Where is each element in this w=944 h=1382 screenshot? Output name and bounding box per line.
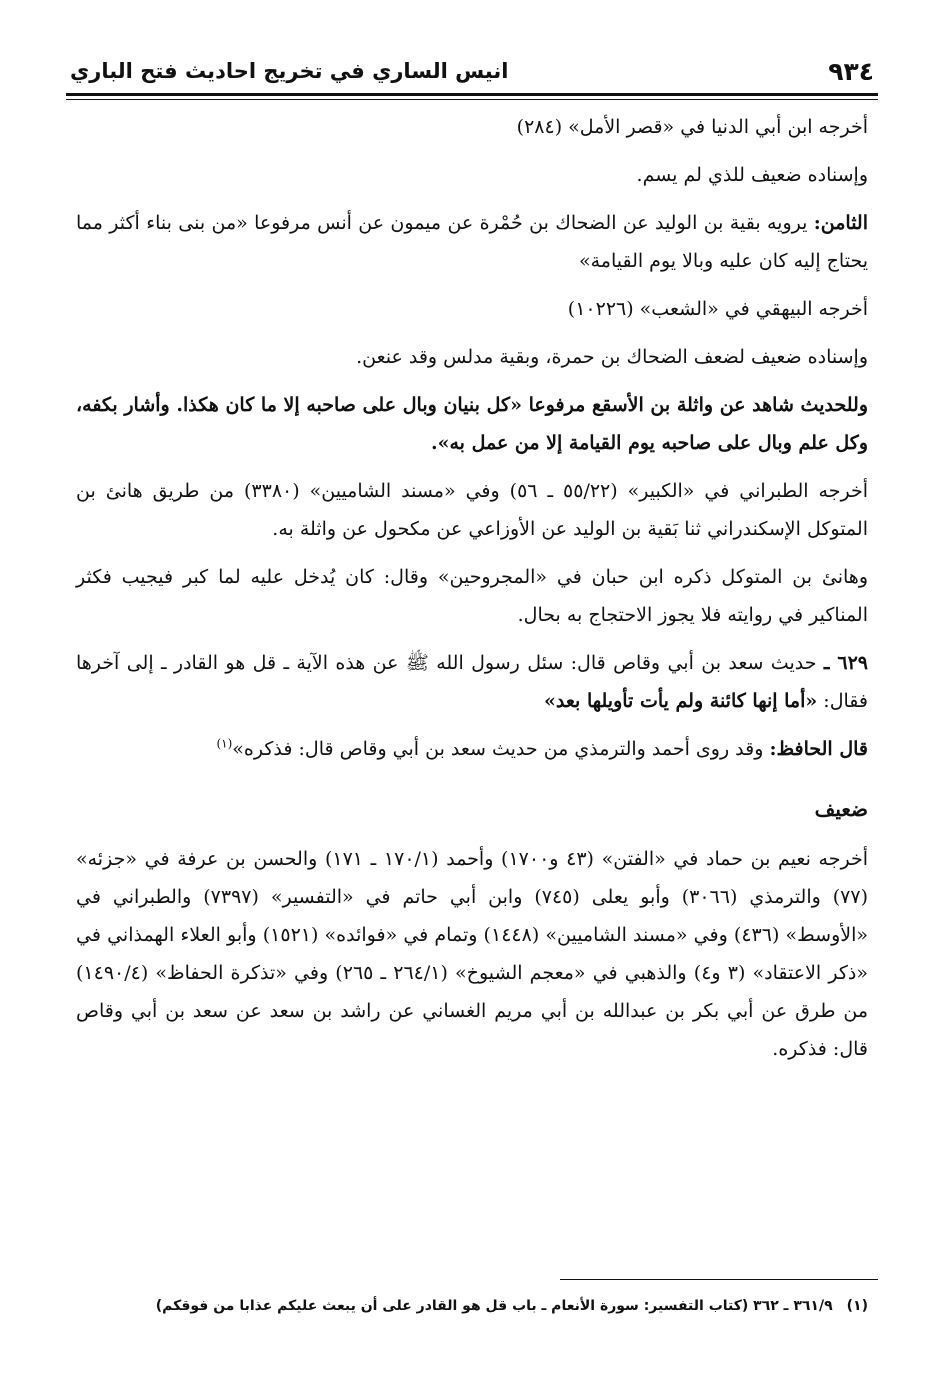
- eighth-label: الثامن:: [813, 212, 868, 234]
- footnote-number: (١): [846, 1298, 868, 1314]
- footnote-rule: [560, 1279, 878, 1280]
- page-header: [70, 50, 874, 92]
- paragraph-takhrij-bayhaqi: أخرجه البيهقي في «الشعب» (١٠٢٢٦): [567, 298, 868, 320]
- paragraph-shahid-wathila: وللحديث شاهد عن واثلة بن الأسقع مرفوعا «كل بنيان وبال على صاحبه إلا ما كان هكذا. وأشار بكفه، وكل علم وبال على صاحبه يوم القيامة إلا من عمل به».: [76, 394, 868, 454]
- running-title: انيس الساري في تخريج احاديث فتح الباري: [70, 59, 509, 83]
- page-number: ٩٣٤: [828, 56, 874, 86]
- footnote-text: ٣٦١/٩ ـ ٣٦٢ (كتاب التفسير: سورة الأنعام ـ باب قل هو القادر على أن يبعث عليكم عذابا من فوقكم): [155, 1298, 833, 1314]
- eighth-text: يرويه بقية بن الوليد عن الضحاك بن حُمْرة عن ميمون عن أنس مرفوعا «من بنى بناء أكثر مما يحتاج إليه كان عليه وبالا يوم القيامة»: [76, 212, 868, 272]
- hadith-text: حديث سعد بن أبي وقاص قال: سئل رسول الله ﷺ عن هذه الآية ـ قل هو القادر ـ إلى آخرها فقال:: [76, 652, 868, 712]
- page-body: [76, 108, 868, 1078]
- paragraph-takhrij-main: أخرجه نعيم بن حماد في «الفتن» (٤٣ و١٧٠٠) وأحمد (١٧٠/١ ـ ١٧١) والحسن بن عرفة في «جزئه» (٧٧) والترمذي (٣٠٦٦) وأبو يعلى (٧٤٥) وابن أبي حاتم في «التفسير» (٧٣٩٧) والطبراني في «الأوسط» (٤٣٦) وفي «مسند الشاميين» (١٤٤٨) وتمام في «فوائده» (١٥٢١) وأبو العلاء الهمذاني في «ذكر الاعتقاد» (٣ و٤) والذهبي في «معجم الشيوخ» (٢٦٤/١ ـ ٢٦٥) وفي «تذكرة الحفاظ» (١٤٩٠/٤) من طرق عن أبي بكر بن عبدالله بن أبي مريم الغساني عن راشد بن سعد عن سعد بن أبي وقاص قال: فذكره.: [76, 848, 869, 1060]
- section-heading-grade: ضعيف: [814, 797, 868, 821]
- hadith-entry-629: [76, 644, 868, 720]
- header-rule-thick: [66, 93, 878, 96]
- hadith-quote: «أما إنها كائنة ولم يأت تأويلها بعد»: [544, 690, 818, 712]
- paragraph-takhrij-tabarani: أخرجه الطبراني في «الكبير» (٥٥/٢٢ ـ ٥٦) وفي «مسند الشاميين» (٣٣٨٠) من طريق هانئ بن المتوكل الإسكندراني ثنا بَقية بن الوليد عن الأوزاعي عن مكحول عن واثلة به.: [76, 480, 868, 540]
- hafiz-text: وقد روى أحمد والترمذي من حديث سعد بن أبي وقاص قال: فذكره»: [232, 738, 770, 760]
- footnote-marker: (١): [216, 736, 233, 751]
- paragraph-eighth: [76, 204, 868, 280]
- footnote: [76, 1294, 868, 1318]
- header-rule-thin: [66, 99, 878, 100]
- hafiz-label: قال الحافظ:: [769, 738, 868, 760]
- paragraph-isnad-dahhak: وإسناده ضعيف لضعف الضحاك بن حمرة، وبقية مدلس وقد عنعن.: [356, 346, 868, 368]
- paragraph-hani-mutawakkil: وهانئ بن المتوكل ذكره ابن حبان في «المجروحين» وقال: كان يُدخل عليه لما كبر فيجيب فكثر المناكير في روايته فلا يجوز الاحتجاج به بحال.: [76, 566, 868, 626]
- paragraph-hafiz: [76, 730, 868, 768]
- hadith-number: ٦٢٩ ـ: [823, 652, 869, 674]
- paragraph-isnad-weak: وإسناده ضعيف للذي لم يسم.: [636, 164, 868, 186]
- paragraph-takhrij-ibn-abi-dunya: أخرجه ابن أبي الدنيا في «قصر الأمل» (٢٨٤): [516, 116, 868, 138]
